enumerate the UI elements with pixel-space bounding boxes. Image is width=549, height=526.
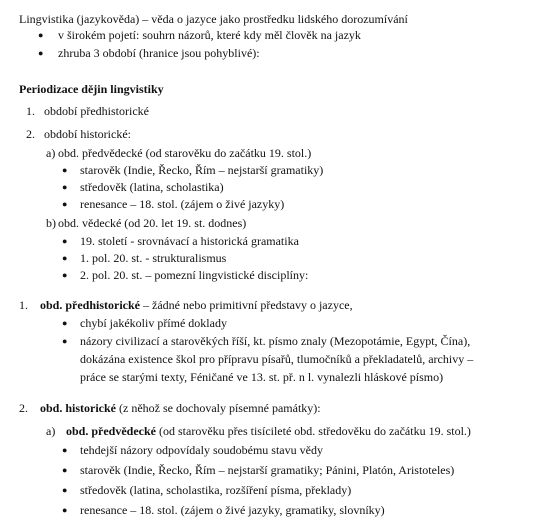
section1-num: 1. xyxy=(19,298,28,312)
section1-rest: – žádné nebo primitivní představy o jazyce, xyxy=(140,298,353,312)
section2-heading xyxy=(40,401,321,415)
section1-bullet-2-line-2: dokázána existence škol pro přípravu písařů, tlumočníků a překladatelů, archivy – xyxy=(80,352,474,366)
intro-bullet-1: v širokém pojetí: souhrn názorů, které kdy měl člověk na jazyk xyxy=(58,28,361,42)
outline-sub-a-text: obd. předvědecké (od starověku do začátku 19. stol.) xyxy=(58,146,312,160)
intro-bullet-2: zhruba 3 období (hranice jsou pohyblivé): xyxy=(58,46,260,60)
bullet-icon: ● xyxy=(62,485,68,495)
section2-bullet-3: středověk (latina, scholastika, rozšíření písma, překlady) xyxy=(80,483,352,497)
bullet-icon: ● xyxy=(62,318,68,328)
section2-bullet-2: starověk (Indie, Řecko, Řím – nejstarší gramatiky; Pánini, Platón, Aristoteles) xyxy=(80,463,455,477)
outline-item2-text: období historické: xyxy=(44,127,131,141)
outline-sub-a-bullet-3: renesance – 18. stol. (zájem o živé jazyky) xyxy=(80,197,285,211)
section1-bullet-2-line-1: názory civilizací a starověkých říší, kt. písmo znaly (Mezopotámie, Egypt, Čína), xyxy=(80,334,471,348)
section2-sub-a-heading xyxy=(66,424,471,438)
section2-bullet-4: renesance – 18. stol. (zájem o živé jazyky, gramatiky, slovníky) xyxy=(80,503,385,517)
bullet-icon: ● xyxy=(38,30,44,40)
section2-rest: (z něhož se dochovaly písemné památky): xyxy=(116,401,321,415)
section2-num: 2. xyxy=(19,401,28,415)
section1-bullet-2-line-3: práce se starými texty, Féničané ve 13. st. př. n l. vynalezli hláskové písmo) xyxy=(80,370,444,384)
section1-heading xyxy=(40,298,353,312)
bullet-icon: ● xyxy=(62,165,68,175)
outline-item1-text: období předhistorické xyxy=(44,104,149,118)
outline-sub-a-bullet-1: starověk (Indie, Řecko, Řím – nejstarší gramatiky) xyxy=(80,163,324,177)
outline-item2-num: 2. xyxy=(26,127,35,141)
intro-heading: Lingvistika (jazykověda) – věda o jazyce jako prostředku lidského dorozumívání xyxy=(19,12,408,26)
bullet-icon: ● xyxy=(62,465,68,475)
outline-title: Periodizace dějin lingvistiky xyxy=(19,82,164,96)
bullet-icon: ● xyxy=(62,505,68,515)
outline-sub-b-text: obd. vědecké (od 20. let 19. st. dodnes) xyxy=(58,216,247,230)
bullet-icon: ● xyxy=(62,445,68,455)
outline-sub-b-bullet-1: 19. století - srovnávací a historická gramatika xyxy=(80,234,299,248)
section1-bullet-1: chybí jakékoliv přímé doklady xyxy=(80,316,227,330)
outline-sub-a-label: a) xyxy=(46,146,56,160)
section2-bullet-1: tehdejší názory odpovídaly soudobému stavu vědy xyxy=(80,443,323,457)
bullet-icon: ● xyxy=(38,48,44,58)
bullet-icon: ● xyxy=(62,236,68,246)
outline-sub-a-bullet-2: středověk (latina, scholastika) xyxy=(80,180,224,194)
section1-title: obd. předhistorické xyxy=(40,298,141,312)
bullet-icon: ● xyxy=(62,199,68,209)
outline-sub-b-bullet-3: 2. pol. 20. st. – pomezní lingvistické disciplíny: xyxy=(80,268,309,282)
bullet-icon: ● xyxy=(62,182,68,192)
section2-sub-a-label: a) xyxy=(46,424,56,438)
section2-sub-a-rest: (od starověku přes tisícileté obd. středověku do začátku 19. stol.) xyxy=(156,424,471,438)
bullet-icon: ● xyxy=(62,270,68,280)
bullet-icon: ● xyxy=(62,336,68,346)
section2-title: obd. historické xyxy=(40,401,117,415)
bullet-icon: ● xyxy=(62,253,68,263)
section2-sub-a-title: obd. předvědecké xyxy=(66,424,156,438)
outline-sub-b-bullet-2: 1. pol. 20. st. - strukturalismus xyxy=(80,251,227,265)
outline-item1-num: 1. xyxy=(26,104,35,118)
outline-sub-b-label: b) xyxy=(46,216,56,230)
